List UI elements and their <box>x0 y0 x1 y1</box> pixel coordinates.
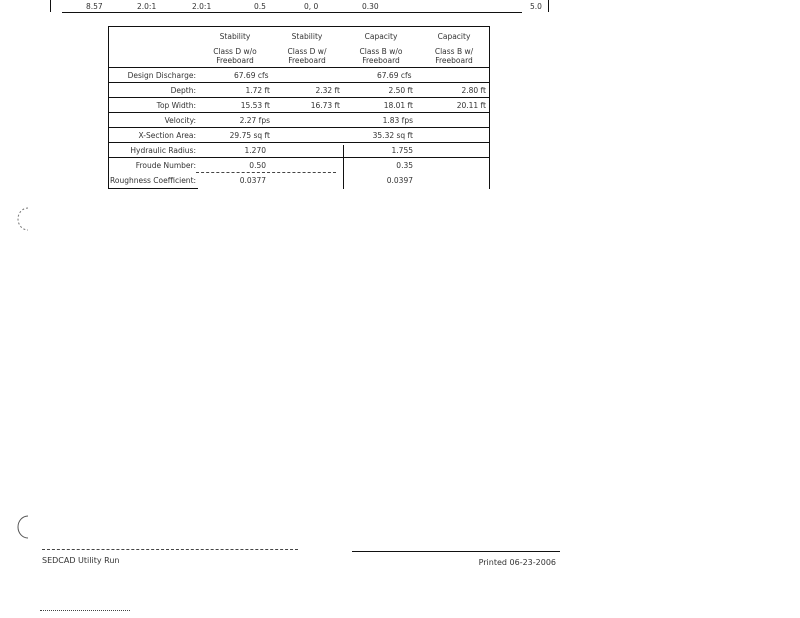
top-left-border <box>50 0 51 12</box>
col-header-title-3: Capacity <box>364 32 398 41</box>
cell-0-0: 67.69 cfs <box>234 71 269 80</box>
row-rule-0 <box>108 67 490 68</box>
top-cell-2: 2.0:1 <box>192 2 212 11</box>
row-label-hydraulic-radius: Hydraulic Radius: <box>130 146 196 155</box>
top-cell-4: 0, 0 <box>304 2 319 11</box>
cell-4-2: 35.32 sq ft <box>372 131 413 140</box>
cell-2-0: 15.53 ft <box>240 101 270 110</box>
cell-1-2: 2.50 ft <box>388 86 413 95</box>
row-rule-3 <box>108 112 490 113</box>
top-cell-3: 0.5 <box>254 2 266 11</box>
cell-6-0: 0.50 <box>249 161 266 170</box>
top-row-rule <box>62 12 522 13</box>
row-rule-1 <box>108 82 490 83</box>
top-cell-6: 5.0 <box>530 2 542 11</box>
col-header-title-1: Stability <box>219 32 251 41</box>
table-top-border <box>108 26 490 27</box>
cell-2-2: 18.01 ft <box>383 101 413 110</box>
table-right-border <box>489 26 490 189</box>
col-header-title-4: Capacity <box>437 32 471 41</box>
cell-0-2: 67.69 cfs <box>377 71 412 80</box>
top-cell-1: 2.0:1 <box>137 2 157 11</box>
punch-hole-mark-bottom <box>14 512 34 542</box>
top-right-border <box>548 0 549 12</box>
cell-1-0: 1.72 ft <box>245 86 270 95</box>
cell-7-0: 0.0377 <box>239 176 266 185</box>
col-header-sub-3: Class B w/o Freeboard <box>359 47 403 65</box>
col-header-title-2: Stability <box>291 32 323 41</box>
row-label-top-width: Top Width: <box>156 101 196 110</box>
table-left-border <box>108 26 109 189</box>
top-cell-5: 0.30 <box>362 2 379 11</box>
row-label-froude-number: Froude Number: <box>135 161 196 170</box>
row-label-design-discharge: Design Discharge: <box>127 71 196 80</box>
cell-1-3: 2.80 ft <box>461 86 486 95</box>
table-subrule <box>196 172 336 173</box>
col-header-sub-1: Class D w/o Freeboard <box>213 47 257 65</box>
row-rule-2 <box>108 97 490 98</box>
table-bottom-border <box>108 188 198 189</box>
cell-7-2: 0.0397 <box>386 176 413 185</box>
col-header-sub-4: Class B w/ Freeboard <box>434 47 474 65</box>
cell-5-0: 1.270 <box>244 146 266 155</box>
row-rule-5 <box>108 142 490 143</box>
punch-hole-mark-top <box>14 204 34 234</box>
row-label-x-section-area: X-Section Area: <box>138 131 196 140</box>
footer-left-text: SEDCAD Utility Run <box>42 556 120 565</box>
row-label-roughness-coefficient: Roughness Coefficient: <box>110 176 197 185</box>
top-cell-0: 8.57 <box>86 2 103 11</box>
cell-3-2: 1.83 fps <box>382 116 413 125</box>
table-mid-border <box>343 145 344 189</box>
row-label-depth: Depth: <box>170 86 196 95</box>
scan-artifact-rule <box>40 610 130 611</box>
cell-6-2: 0.35 <box>396 161 413 170</box>
row-label-velocity: Velocity: <box>164 116 196 125</box>
row-rule-6 <box>108 157 490 158</box>
cell-1-1: 2.32 ft <box>315 86 340 95</box>
footer-right-text: Printed 06-23-2006 <box>478 558 556 567</box>
cell-4-0: 29.75 sq ft <box>229 131 270 140</box>
cell-2-3: 20.11 ft <box>456 101 486 110</box>
footer-rule-left <box>42 549 298 550</box>
cell-3-0: 2.27 fps <box>239 116 270 125</box>
cell-2-1: 16.73 ft <box>310 101 340 110</box>
cell-5-2: 1.755 <box>391 146 413 155</box>
row-rule-4 <box>108 127 490 128</box>
col-header-sub-2: Class D w/ Freeboard <box>287 47 327 65</box>
footer-rule-right <box>352 551 560 552</box>
